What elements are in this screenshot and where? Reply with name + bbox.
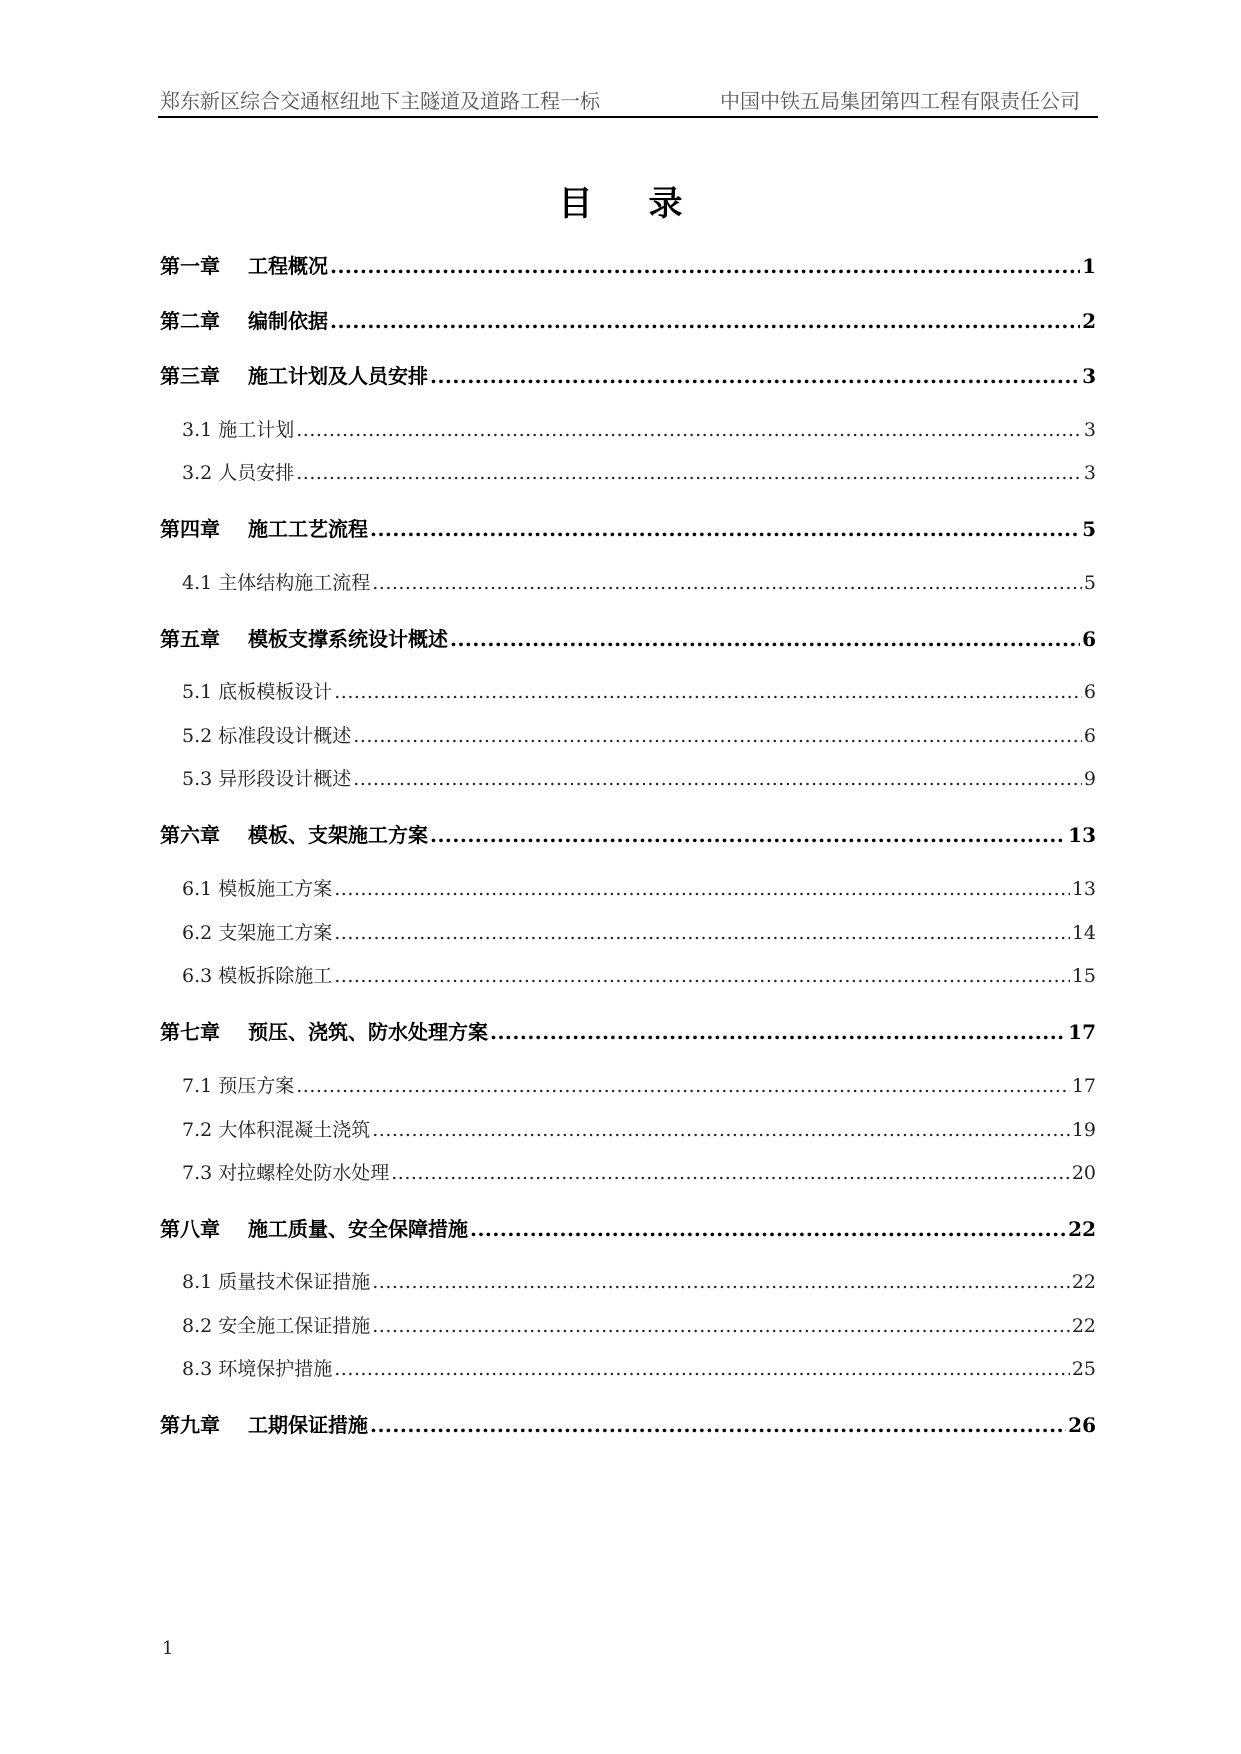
toc-entry-page: 6 bbox=[1083, 725, 1096, 747]
toc-dot-leader bbox=[330, 254, 1080, 278]
toc-chapter-entry[interactable] bbox=[160, 819, 1096, 848]
page-header bbox=[158, 86, 1098, 118]
toc-section-entry[interactable] bbox=[182, 721, 1096, 748]
page-number: 1 bbox=[162, 1638, 174, 1659]
toc-entry-page: 9 bbox=[1083, 768, 1096, 790]
toc-chapter-entry[interactable] bbox=[160, 305, 1096, 334]
toc-entry-page: 15 bbox=[1071, 965, 1096, 987]
toc-entry-label: 质量技术保证措施 bbox=[218, 1271, 371, 1293]
toc-entry-number: 第四章 bbox=[160, 517, 220, 541]
toc-section-entry[interactable] bbox=[182, 1071, 1096, 1098]
toc-entry-label: 标准段设计概述 bbox=[218, 725, 352, 747]
toc-entry-page: 2 bbox=[1082, 309, 1096, 333]
toc-entry-number: 第七章 bbox=[160, 1020, 220, 1044]
toc-dot-leader bbox=[490, 1020, 1066, 1044]
toc-section-entry[interactable] bbox=[182, 458, 1096, 485]
toc-section-entry[interactable] bbox=[182, 918, 1096, 945]
toc-dot-leader bbox=[334, 922, 1070, 944]
toc-chapter-entry[interactable] bbox=[160, 513, 1096, 542]
toc-entry-number: 7.2 bbox=[182, 1119, 213, 1141]
toc-section-entry[interactable] bbox=[182, 1311, 1096, 1338]
toc-chapter-entry[interactable] bbox=[160, 250, 1096, 279]
toc-section-entry[interactable] bbox=[182, 1267, 1096, 1294]
toc-entry-page: 17 bbox=[1071, 1075, 1096, 1097]
toc-entry-page: 13 bbox=[1068, 823, 1096, 847]
header-company-name: 中国中铁五局集团第四工程有限责任公司 bbox=[720, 89, 1080, 113]
toc-entry-page: 17 bbox=[1068, 1020, 1096, 1044]
toc-entry-label: 支架施工方案 bbox=[218, 922, 333, 944]
toc-entry-page: 3 bbox=[1083, 462, 1096, 484]
toc-entry-label: 模板施工方案 bbox=[218, 878, 333, 900]
toc-dot-leader bbox=[370, 1413, 1066, 1437]
toc-entry-page: 25 bbox=[1071, 1358, 1096, 1380]
toc-entry-number: 8.3 bbox=[182, 1358, 213, 1380]
toc-chapter-entry[interactable] bbox=[160, 623, 1096, 652]
toc-dot-leader bbox=[372, 1271, 1070, 1293]
toc-dot-leader bbox=[450, 627, 1080, 651]
toc-dot-leader bbox=[353, 725, 1082, 747]
toc-entry-number: 第二章 bbox=[160, 309, 220, 333]
toc-entry-number: 第六章 bbox=[160, 823, 220, 847]
toc-entry-label: 模板拆除施工 bbox=[218, 965, 333, 987]
toc-entry-number: 5.3 bbox=[182, 768, 213, 790]
toc-entry-number: 5.2 bbox=[182, 725, 213, 747]
toc-dot-leader bbox=[296, 462, 1082, 484]
header-project-name: 郑东新区综合交通枢纽地下主隧道及道路工程一标 bbox=[160, 89, 600, 113]
toc-chapter-entry[interactable] bbox=[160, 1213, 1096, 1242]
toc-entry-number: 4.1 bbox=[182, 572, 213, 594]
toc-entry-number: 第五章 bbox=[160, 627, 220, 651]
toc-entry-label: 施工计划及人员安排 bbox=[248, 364, 428, 388]
toc-chapter-entry[interactable] bbox=[160, 1016, 1096, 1045]
toc-entry-page: 3 bbox=[1083, 419, 1096, 441]
title-char-2: 录 bbox=[648, 184, 683, 224]
toc-section-entry[interactable] bbox=[182, 677, 1096, 704]
toc-dot-leader bbox=[353, 768, 1082, 790]
toc-entry-page: 3 bbox=[1082, 364, 1096, 388]
toc-entry-page: 5 bbox=[1083, 572, 1096, 594]
toc-entry-number: 第一章 bbox=[160, 254, 220, 278]
toc-entry-page: 19 bbox=[1071, 1119, 1096, 1141]
toc-section-entry[interactable] bbox=[182, 1115, 1096, 1142]
toc-entry-label: 编制依据 bbox=[248, 309, 328, 333]
toc-dot-leader bbox=[334, 965, 1070, 987]
toc-dot-leader bbox=[372, 1119, 1070, 1141]
toc-entry-label: 模板、支架施工方案 bbox=[248, 823, 428, 847]
toc-entry-page: 6 bbox=[1083, 681, 1096, 703]
toc-entry-number: 第九章 bbox=[160, 1413, 220, 1437]
toc-entry-number: 第八章 bbox=[160, 1217, 220, 1241]
toc-entry-page: 26 bbox=[1068, 1413, 1096, 1437]
toc-entry-number: 8.2 bbox=[182, 1315, 213, 1337]
toc-entry-number: 8.1 bbox=[182, 1271, 213, 1293]
toc-entry-page: 22 bbox=[1068, 1217, 1096, 1241]
toc-dot-leader bbox=[296, 1075, 1070, 1097]
toc-entry-number: 3.1 bbox=[182, 419, 213, 441]
toc-entry-number: 5.1 bbox=[182, 681, 213, 703]
page-title bbox=[0, 176, 1241, 225]
toc-entry-label: 预压、浇筑、防水处理方案 bbox=[248, 1020, 488, 1044]
toc-dot-leader bbox=[370, 517, 1080, 541]
toc-dot-leader bbox=[334, 878, 1070, 900]
toc-section-entry[interactable] bbox=[182, 764, 1096, 791]
toc-entry-page: 14 bbox=[1071, 922, 1096, 944]
toc-entry-number: 第三章 bbox=[160, 364, 220, 388]
toc-entry-number: 6.2 bbox=[182, 922, 213, 944]
toc-section-entry[interactable] bbox=[182, 415, 1096, 442]
toc-entry-label: 安全施工保证措施 bbox=[218, 1315, 371, 1337]
toc-chapter-entry[interactable] bbox=[160, 1409, 1096, 1438]
toc-entry-label: 工期保证措施 bbox=[248, 1413, 368, 1437]
toc-entry-number: 3.2 bbox=[182, 462, 213, 484]
toc-entry-page: 20 bbox=[1071, 1162, 1096, 1184]
toc-entry-number: 7.3 bbox=[182, 1162, 213, 1184]
toc-dot-leader bbox=[334, 681, 1082, 703]
toc-dot-leader bbox=[296, 419, 1082, 441]
toc-dot-leader bbox=[470, 1217, 1066, 1241]
toc-dot-leader bbox=[334, 1358, 1070, 1380]
toc-chapter-entry[interactable] bbox=[160, 360, 1096, 389]
toc-entry-label: 施工质量、安全保障措施 bbox=[248, 1217, 468, 1241]
toc-section-entry[interactable] bbox=[182, 1354, 1096, 1381]
toc-section-entry[interactable] bbox=[182, 874, 1096, 901]
toc-entry-number: 6.3 bbox=[182, 965, 213, 987]
toc-entry-page: 13 bbox=[1071, 878, 1096, 900]
toc-entry-label: 预压方案 bbox=[218, 1075, 295, 1097]
toc-entry-label: 施工工艺流程 bbox=[248, 517, 368, 541]
toc-entry-number: 7.1 bbox=[182, 1075, 213, 1097]
toc-entry-page: 1 bbox=[1082, 254, 1096, 278]
toc-dot-leader bbox=[330, 309, 1080, 333]
toc-entry-label: 主体结构施工流程 bbox=[218, 572, 371, 594]
toc-entry-page: 5 bbox=[1082, 517, 1096, 541]
toc-section-entry[interactable] bbox=[182, 1158, 1096, 1185]
toc-entry-label: 大体积混凝土浇筑 bbox=[218, 1119, 371, 1141]
toc-entry-label: 底板模板设计 bbox=[218, 681, 333, 703]
toc-dot-leader bbox=[372, 1315, 1070, 1337]
toc-dot-leader bbox=[430, 823, 1066, 847]
toc-dot-leader bbox=[430, 364, 1080, 388]
toc-dot-leader bbox=[372, 572, 1082, 594]
toc-entry-label: 人员安排 bbox=[218, 462, 295, 484]
toc-entry-page: 22 bbox=[1071, 1271, 1096, 1293]
title-char-1: 目 bbox=[558, 184, 593, 224]
toc-section-entry[interactable] bbox=[182, 961, 1096, 988]
toc-entry-label: 模板支撑系统设计概述 bbox=[248, 627, 448, 651]
toc-entry-label: 对拉螺栓处防水处理 bbox=[218, 1162, 390, 1184]
toc-entry-page: 6 bbox=[1082, 627, 1096, 651]
toc-entry-label: 环境保护措施 bbox=[218, 1358, 333, 1380]
toc-entry-label: 异形段设计概述 bbox=[218, 768, 352, 790]
toc-entry-label: 工程概况 bbox=[248, 254, 328, 278]
toc-entry-number: 6.1 bbox=[182, 878, 213, 900]
toc-entry-label: 施工计划 bbox=[218, 419, 295, 441]
toc-dot-leader bbox=[391, 1162, 1070, 1184]
toc-entry-page: 22 bbox=[1071, 1315, 1096, 1337]
toc-section-entry[interactable] bbox=[182, 568, 1096, 595]
